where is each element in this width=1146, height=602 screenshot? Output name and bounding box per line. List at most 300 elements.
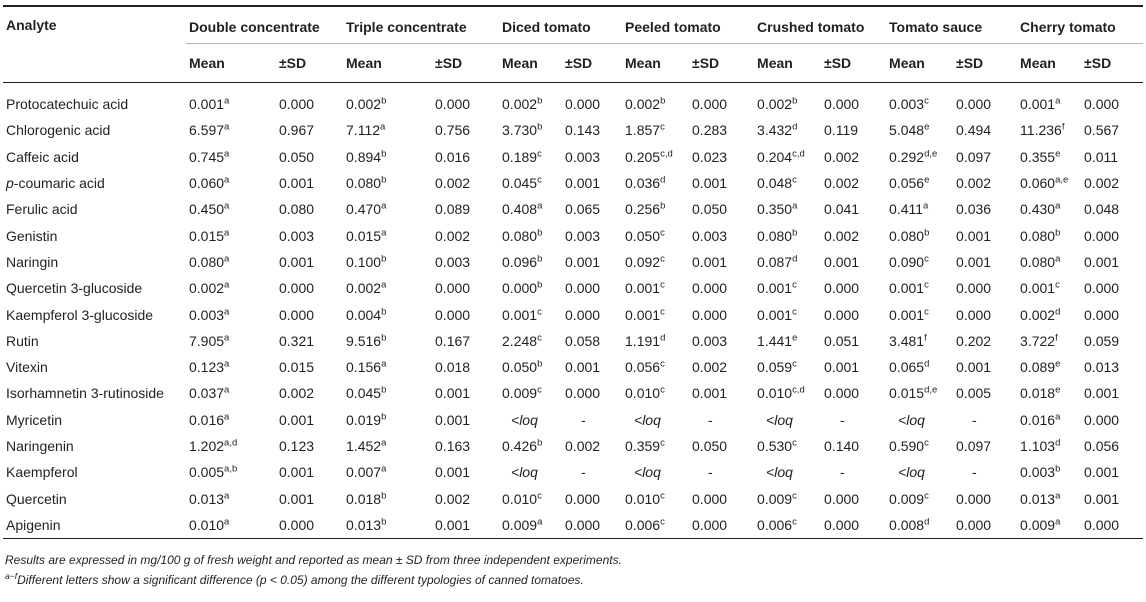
significance-letter: a [224, 226, 230, 238]
sd-header: ±SD [565, 55, 593, 71]
mean-value: 1.103 [1020, 438, 1056, 454]
sd-cell: 0.321 [279, 332, 315, 349]
mean-value: 0.008 [889, 516, 925, 533]
mean-cell [342, 485, 432, 511]
mean-header: Mean [502, 55, 538, 71]
mean-value: 9.516 [346, 332, 382, 349]
significance-letter: a [381, 200, 387, 212]
sd-cell: 0.002 [279, 385, 315, 402]
analyte-label: Apigenin [6, 516, 61, 533]
mean-header: Mean [1020, 55, 1056, 71]
significance-letter: a [1055, 253, 1061, 265]
significance-letter: c [537, 489, 542, 501]
significance-letter: a [224, 384, 230, 396]
mean-value: 7.112 [346, 122, 381, 139]
mean-value: 5.048 [889, 122, 925, 139]
mean-value: 0.002 [346, 96, 382, 113]
sd-cell: 0.202 [956, 332, 992, 349]
mean-value: 0.013 [1020, 490, 1056, 507]
table-row [3, 144, 1143, 170]
table-body [3, 83, 1143, 539]
significance-letter: d [1055, 305, 1061, 317]
mean-cell [885, 117, 953, 143]
footnote-superscript: a−f [5, 571, 18, 581]
mean-value: 0.355 [1020, 148, 1056, 165]
sd-cell: 0.089 [435, 201, 471, 218]
mean-cell [342, 196, 432, 222]
sd-header: ±SD [279, 55, 307, 71]
sd-cell: 0.000 [565, 280, 601, 297]
mean-value: 0.001 [189, 96, 225, 113]
table-row [3, 433, 1143, 459]
sd-cell: 0.123 [279, 438, 315, 454]
sd-cell: 0.001 [692, 385, 728, 402]
sd-cell: 0.001 [565, 175, 601, 192]
mean-cell [186, 354, 276, 380]
mean-value: 0.001 [889, 280, 925, 297]
significance-letter: a [1055, 516, 1061, 528]
mean-cell [621, 301, 689, 327]
significance-letter: b [381, 305, 387, 317]
mean-header: Mean [346, 55, 382, 71]
mean-cell [621, 512, 689, 539]
sd-cell: 0.000 [956, 96, 992, 113]
sd-cell: 0.000 [435, 280, 471, 297]
significance-letter: c [537, 332, 542, 344]
analyte-name [3, 144, 186, 170]
mean-cell [342, 144, 432, 170]
mean-cell [186, 196, 276, 222]
sd-header: ±SD [1084, 55, 1112, 71]
mean-cell [342, 117, 432, 143]
significance-letter: c,d [792, 148, 805, 160]
sd-cell: 0.002 [692, 359, 728, 376]
mean-value: 0.530 [757, 438, 793, 454]
table-row [3, 275, 1143, 301]
mean-value: <loq [766, 411, 793, 428]
mean-cell [1016, 249, 1081, 275]
mean-value: 0.010 [502, 490, 538, 507]
analyte-label: Isorhamnetin 3-rutinoside [6, 385, 164, 402]
mean-value: 0.002 [1020, 306, 1056, 323]
sd-cell: 0.494 [956, 122, 992, 139]
significance-letter: a [537, 200, 543, 212]
mean-cell [1016, 433, 1081, 459]
mean-cell [753, 196, 821, 222]
sd-cell: 0.050 [692, 201, 728, 218]
sd-cell: 0.058 [565, 332, 601, 349]
mean-cell [621, 196, 689, 222]
analyte-name [3, 222, 186, 248]
mean-cell [1016, 354, 1081, 380]
significance-letter: b [537, 358, 543, 370]
significance-letter: e [792, 332, 798, 344]
mean-cell [885, 512, 953, 539]
mean-value: 0.001 [757, 280, 793, 297]
mean-cell [498, 433, 562, 459]
table-row [3, 117, 1143, 143]
significance-letter: c [924, 305, 929, 317]
sd-cell: 0.065 [565, 201, 601, 218]
mean-value: 0.004 [346, 306, 382, 323]
mean-value: 0.013 [346, 516, 382, 533]
sd-cell: 0.001 [435, 411, 471, 428]
sd-cell: 0.048 [1084, 201, 1120, 218]
mean-cell [1016, 380, 1081, 406]
significance-letter: a [224, 358, 230, 370]
mean-cell [342, 91, 432, 117]
significance-letter: f [1061, 121, 1065, 133]
analyte-name [3, 485, 186, 511]
significance-letter: c [924, 279, 929, 291]
mean-cell [621, 459, 689, 485]
sd-cell: 0.003 [692, 227, 728, 244]
mean-value: 0.205 [625, 148, 661, 165]
mean-cell [498, 354, 562, 380]
sd-cell: 0.000 [953, 512, 1016, 539]
significance-letter: c [792, 437, 797, 449]
mean-value: 0.009 [889, 490, 925, 507]
mean-value: 0.189 [502, 148, 538, 165]
sd-cell: - [581, 411, 586, 428]
sd-cell: 0.000 [824, 490, 860, 507]
significance-letter: b [381, 95, 387, 107]
significance-letter: a [224, 253, 230, 265]
significance-letter: c [660, 279, 665, 291]
sd-cell: 0.000 [692, 490, 728, 507]
sd-cell: 0.000 [565, 306, 601, 323]
significance-letter: b [381, 332, 387, 344]
group-header: Triple concentrate [342, 6, 498, 44]
significance-letter: c [924, 95, 929, 107]
significance-letter: c [792, 279, 797, 291]
sd-cell: 0.000 [565, 96, 601, 113]
mean-cell [753, 249, 821, 275]
mean-value: 0.080 [757, 227, 793, 244]
mean-cell [1016, 459, 1081, 485]
sd-cell: 0.023 [692, 148, 728, 165]
mean-cell [342, 512, 432, 539]
mean-cell [186, 380, 276, 406]
analyte-label: Naringenin [6, 438, 74, 454]
significance-letter: c,d [792, 384, 805, 396]
analyte-label: -coumaric acid [13, 175, 105, 192]
mean-cell [885, 459, 953, 485]
analyte-label: Myricetin [6, 411, 63, 428]
mean-cell [498, 512, 562, 539]
mean-cell [342, 222, 432, 248]
mean-cell [885, 222, 953, 248]
significance-letter: c [1055, 279, 1060, 291]
sd-cell: 0.003 [435, 253, 471, 270]
mean-cell [885, 301, 953, 327]
significance-letter: c [537, 148, 542, 160]
mean-value: 0.100 [346, 253, 382, 270]
mean-cell [342, 354, 432, 380]
mean-value: 0.045 [502, 175, 538, 192]
sd-cell: 0.000 [435, 96, 471, 113]
significance-letter: c [792, 516, 797, 528]
footnote-units: Results are expressed in mg/100 g of fresh weight and reported as mean ± SD from three independent experiments. [5, 553, 622, 567]
mean-cell [186, 485, 276, 511]
mean-cell [1016, 407, 1081, 433]
significance-letter: a [224, 279, 230, 291]
mean-value: 0.090 [889, 253, 925, 270]
sd-cell: 0.002 [1084, 175, 1120, 192]
sd-cell: 0.001 [279, 464, 315, 481]
mean-value: 0.037 [189, 385, 225, 402]
mean-cell [186, 170, 276, 196]
mean-value: 3.722 [1020, 332, 1056, 349]
mean-value: 0.080 [502, 227, 538, 244]
significance-letter: c,d [660, 148, 673, 160]
mean-cell [621, 144, 689, 170]
mean-cell [621, 380, 689, 406]
group-header: Tomato sauce [885, 6, 1016, 44]
mean-value: 0.001 [757, 306, 793, 323]
significance-letter: a [224, 411, 230, 423]
significance-letter: b [1055, 226, 1061, 238]
mean-cell [753, 275, 821, 301]
mean-cell [621, 328, 689, 354]
header-group-row [3, 6, 1143, 44]
significance-letter: c [792, 305, 797, 317]
significance-letter: b [381, 516, 387, 528]
table-row [3, 170, 1143, 196]
sd-cell: 0.002 [435, 227, 471, 244]
mean-value: 0.010 [625, 490, 661, 507]
sd-header: ±SD [692, 55, 720, 71]
mean-value: 3.730 [502, 122, 538, 139]
mean-cell [885, 354, 953, 380]
table-row [3, 354, 1143, 380]
mean-value: 0.001 [889, 306, 925, 323]
footnote-text-1: Different letters show a significant difference ( [17, 573, 260, 587]
sd-cell: 0.097 [956, 148, 992, 165]
mean-value: <loq [511, 464, 538, 481]
mean-cell [498, 380, 562, 406]
analyte-label: Chlorogenic acid [6, 122, 111, 139]
mean-value: 0.080 [889, 227, 925, 244]
sd-cell: 0.000 [279, 306, 315, 323]
mean-value: 0.018 [346, 490, 382, 507]
significance-letter: a [381, 463, 387, 475]
significance-letter: a [381, 226, 387, 238]
mean-value: 1.202 [189, 438, 225, 454]
analyte-label: Quercetin 3-glucoside [6, 280, 143, 297]
sd-cell: 0.001 [1084, 464, 1120, 481]
mean-value: 0.000 [502, 280, 538, 297]
sd-cell: 0.000 [1084, 411, 1120, 428]
sd-cell: 0.000 [824, 306, 860, 323]
analyte-name [3, 407, 186, 433]
sd-cell: 0.002 [824, 175, 860, 192]
analyte-name [3, 301, 186, 327]
mean-value: 0.016 [1020, 411, 1056, 428]
analyte-label: Naringin [6, 253, 59, 270]
significance-letter: d [660, 332, 666, 344]
significance-letter: a [381, 437, 387, 449]
significance-letter: a [1055, 200, 1061, 212]
mean-value: 0.018 [1020, 385, 1056, 402]
significance-letter: c [792, 358, 797, 370]
significance-letter: b [924, 226, 930, 238]
mean-value: 0.204 [757, 148, 793, 165]
sd-cell: 0.567 [1084, 122, 1120, 139]
mean-value: 0.894 [346, 148, 382, 165]
mean-value: 0.256 [625, 201, 661, 218]
mean-value: 0.003 [1020, 464, 1056, 481]
mean-cell [753, 380, 821, 406]
significance-letter: a [1055, 411, 1061, 423]
mean-value: 0.006 [625, 516, 661, 533]
significance-letter: c [660, 253, 665, 265]
sd-cell: 0.001 [1084, 385, 1120, 402]
mean-value: <loq [634, 464, 661, 481]
sd-cell: 0.001 [432, 512, 498, 539]
mean-value: 0.123 [189, 359, 225, 376]
sd-cell: 0.001 [692, 175, 728, 192]
mean-cell [342, 380, 432, 406]
mean-value: 0.015 [346, 227, 382, 244]
mean-value: 3.432 [757, 122, 793, 139]
significance-letter: e [924, 174, 930, 186]
mean-cell [186, 117, 276, 143]
footnote-text-2: < 0.05) among the different typologies of canned tomatoes. [266, 573, 584, 587]
analyte-name [3, 512, 186, 539]
mean-cell [498, 249, 562, 275]
mean-value: 0.745 [189, 148, 225, 165]
analyte-label: Rutin [6, 332, 39, 349]
analyte-name [3, 249, 186, 275]
mean-cell [885, 144, 953, 170]
mean-value: 0.056 [889, 175, 925, 192]
mean-value: 2.248 [502, 332, 538, 349]
significance-letter: b [537, 253, 543, 265]
mean-value: 0.002 [625, 96, 661, 113]
analyte-name [3, 170, 186, 196]
group-header: Double concentrate [186, 6, 342, 44]
mean-value: 0.359 [625, 438, 661, 454]
analyte-label: Genistin [6, 227, 58, 244]
sd-cell: 0.001 [435, 385, 471, 402]
significance-letter: a [224, 148, 230, 160]
mean-value: 0.096 [502, 253, 538, 270]
mean-cell [342, 301, 432, 327]
sd-cell: 0.000 [821, 512, 885, 539]
significance-letter: b [660, 95, 666, 107]
mean-cell [621, 354, 689, 380]
mean-value: 0.009 [1020, 516, 1056, 533]
significance-letter: d,e [924, 384, 938, 396]
sd-cell: 0.001 [1084, 253, 1120, 270]
mean-cell [621, 249, 689, 275]
significance-letter: c [660, 489, 665, 501]
significance-letter: b [660, 200, 666, 212]
sd-cell: 0.000 [565, 490, 601, 507]
mean-value: 0.092 [625, 253, 661, 270]
sd-cell: 0.001 [279, 175, 315, 192]
mean-cell [498, 275, 562, 301]
mean-value: 0.002 [189, 280, 225, 297]
significance-letter: a,d [224, 437, 238, 449]
sd-cell: 0.050 [692, 438, 728, 454]
mean-header: Mean [889, 55, 925, 71]
mean-value: 3.481 [889, 332, 925, 349]
sd-cell: 0.003 [279, 227, 315, 244]
mean-value: 0.059 [757, 359, 793, 376]
mean-cell [753, 407, 821, 433]
mean-value: 0.015 [889, 385, 925, 402]
significance-letter: c [537, 174, 542, 186]
mean-cell [621, 222, 689, 248]
sd-cell: 0.002 [824, 227, 860, 244]
sd-cell: 0.015 [279, 359, 315, 376]
sd-cell: 0.000 [1084, 96, 1120, 113]
significance-letter: b [537, 226, 543, 238]
mean-cell [498, 222, 562, 248]
analyte-label: Kaempferol [6, 464, 78, 481]
analyte-name [3, 433, 186, 459]
significance-letter: c [660, 121, 665, 133]
sd-cell: 0.000 [692, 96, 728, 113]
mean-value: 0.015 [189, 227, 225, 244]
mean-cell [186, 512, 276, 539]
mean-value: 0.009 [502, 385, 538, 402]
analyte-name [3, 275, 186, 301]
sd-cell: 0.001 [565, 253, 601, 270]
significance-letter: b [537, 95, 543, 107]
sd-cell: 0.050 [279, 148, 315, 165]
significance-letter: b [792, 226, 798, 238]
group-header: Cherry tomato [1016, 6, 1143, 44]
mean-value: 11.236 [1020, 122, 1062, 139]
significance-letter: c [660, 305, 665, 317]
sd-cell: 0.283 [692, 122, 728, 139]
mean-cell [498, 328, 562, 354]
mean-cell [1016, 328, 1081, 354]
sd-cell: 0.143 [565, 122, 601, 139]
significance-letter: a [224, 332, 230, 344]
mean-cell [186, 407, 276, 433]
sd-cell: 0.119 [824, 122, 859, 139]
mean-cell [753, 144, 821, 170]
footnote-significance [5, 570, 622, 590]
significance-letter: b [381, 411, 387, 423]
table-footnotes [5, 550, 622, 590]
mean-cell [342, 249, 432, 275]
mean-value: 0.002 [346, 280, 382, 297]
sd-cell: 0.001 [565, 359, 601, 376]
sd-cell: 0.000 [1084, 280, 1120, 297]
group-header: Diced tomato [498, 6, 621, 44]
analyte-header: Analyte [6, 17, 57, 33]
sd-cell: 0.002 [565, 438, 601, 454]
analyte-name [3, 196, 186, 222]
mean-value: 1.857 [625, 122, 661, 139]
table-figure [0, 5, 1146, 602]
sd-cell: 0.001 [956, 359, 992, 376]
significance-letter: b [537, 437, 543, 449]
sd-cell: 0.167 [435, 332, 471, 349]
sd-cell: - [840, 464, 845, 481]
significance-letter: b [537, 279, 543, 291]
significance-letter: a [792, 200, 798, 212]
mean-value: 0.050 [502, 359, 538, 376]
mean-header: Mean [625, 55, 661, 71]
significance-letter: c [537, 305, 542, 317]
mean-value: 0.080 [1020, 227, 1056, 244]
